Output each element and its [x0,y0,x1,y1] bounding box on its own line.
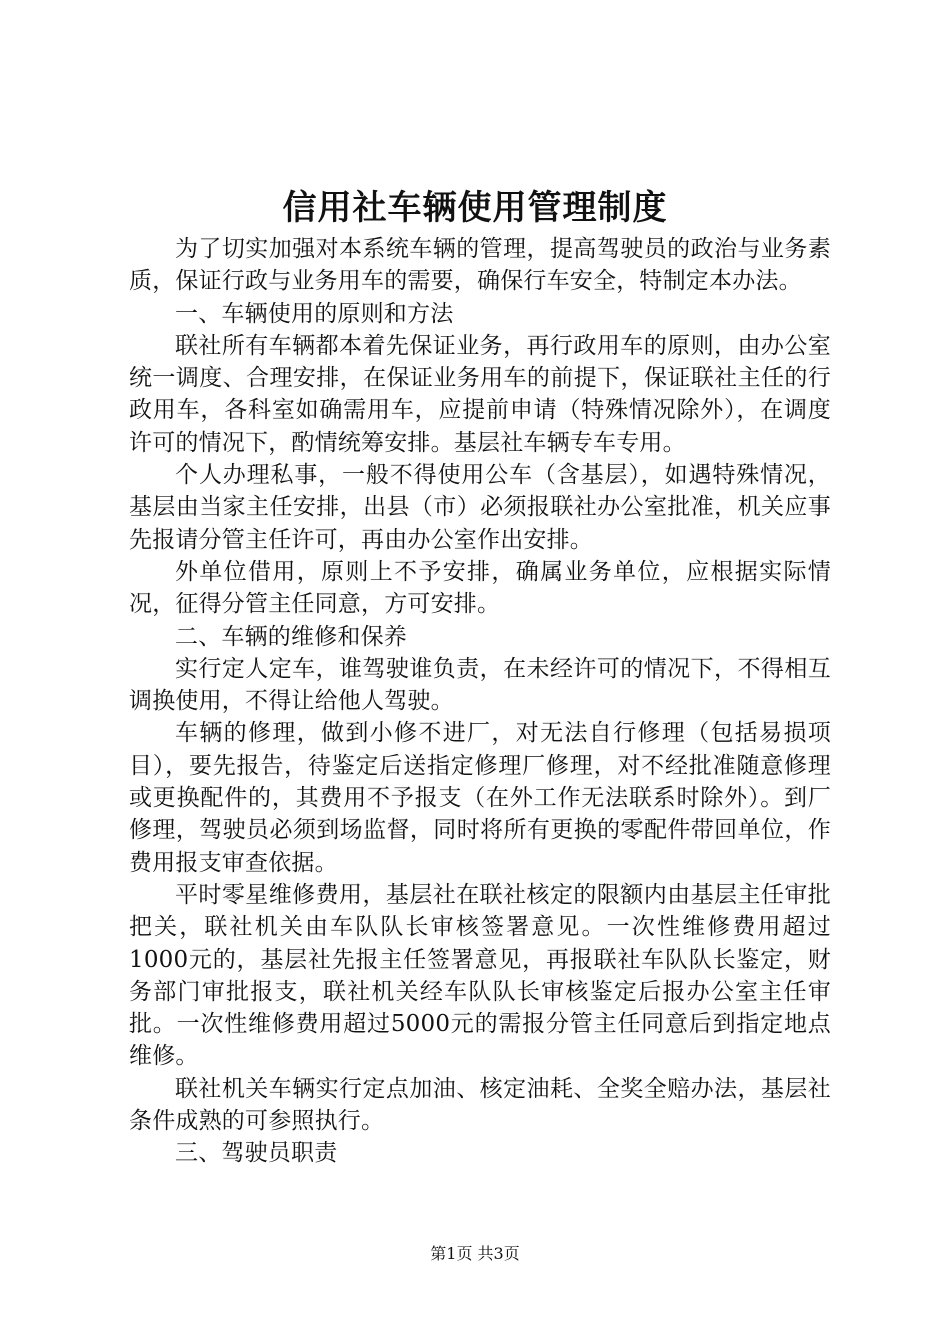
paragraph: 外单位借用，原则上不予安排，确属业务单位，应根据实际情况，征得分管主任同意，方可安排。 [129,558,831,618]
paragraph: 联社机关车辆实行定点加油、核定油耗、全奖全赔办法，基层社条件成熟的可参照执行。 [129,1075,831,1135]
document-body [129,233,831,1170]
paragraph-intro: 为了切实加强对本系统车辆的管理，提高驾驶员的政治与业务素质，保证行政与业务用车的需要，确保行车安全，特制定本办法。 [129,236,831,295]
section-heading-3: 三、驾驶员职责 [175,1140,338,1167]
page-number-footer: 第1页 共3页 [430,1244,520,1263]
document-title: 信用社车辆使用管理制度 [282,188,668,228]
paragraph: 平时零星维修费用，基层社在联社核定的限额内由基层主任审批把关，联社机关由车队队长审核签署意见。一次性维修费用超过1000元的，基层社先报主任签署意见，再报联社车队队长鉴定，财务部门审批报支，联社机关经车队队长审核鉴定后报办公室主任审批。一次性维修费用超过5000元的需报分管主任同意后到指定地点维修。 [129,881,831,1070]
paragraph: 实行定人定车，谁驾驶谁负责，在未经许可的情况下，不得相互调换使用，不得让给他人驾驶。 [129,655,831,715]
paragraph: 联社所有车辆都本着先保证业务，再行政用车的原则，由办公室统一调度、合理安排，在保证业务用车的前提下，保证联社主任的行政用车，各科室如确需用车，应提前申请（特殊情况除外），在调度许可的情况下，酌情统筹安排。基层社车辆专车专用。 [129,332,831,456]
section-heading-2: 二、车辆的维修和保养 [175,623,407,650]
paragraph: 车辆的修理，做到小修不进厂，对无法自行修理（包括易损项目），要先报告，待鉴定后送指定修理厂修理，对不经批准随意修理或更换配件的，其费用不予报支（在外工作无法联系时除外）。到厂修理，驾驶员必须到场监督，同时将所有更换的零配件带回单位，作费用报支审查依据。 [129,720,831,876]
paragraph: 个人办理私事，一般不得使用公车（含基层），如遇特殊情况，基层由当家主任安排，出县（市）必须报联社办公室批准，机关应事先报请分管主任许可，再由办公室作出安排。 [129,462,831,553]
section-heading-1: 一、车辆使用的原则和方法 [175,300,454,327]
